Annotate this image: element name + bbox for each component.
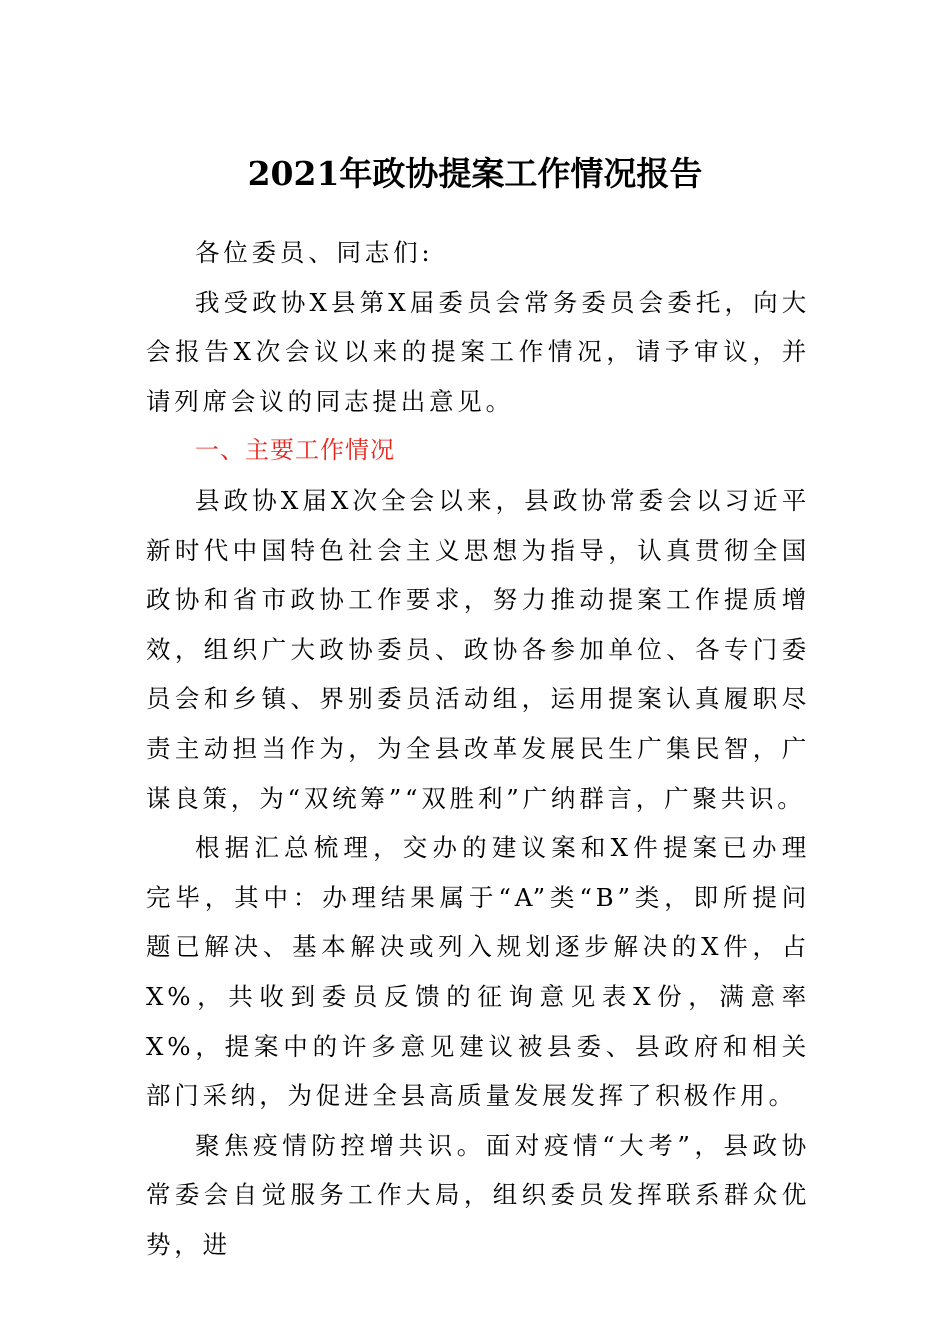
section-heading: 一、主要工作情况 (195, 436, 395, 465)
section-paragraph-1: 县政协X届X次全会以来，县政协常委会以习近平新时代中国特色社会主义思想为指导，认真贯彻全国政协和省市政协工作要求，努力推动提案工作提质增效，组织广大政协委员、政协各参加单位、各专门委员会和乡镇、界别委员活动组，运用提案认真履职尽责主动担当作为，为全县改革发展民生广集民智，广谋良策，为“双统筹”“双胜利”广纳群言，广聚共识。 (146, 485, 810, 813)
intro-paragraph: 我受政协X县第X届委员会常务委员会委托，向大会报告X次会议以来的提案工作情况，请予审议，并请列席会议的同志提出意见。 (146, 287, 810, 416)
salutation: 各位委员、同志们: (195, 238, 434, 267)
document-title: 2021年政协提案工作情况报告 (247, 154, 703, 193)
section-paragraph-3: 聚焦疫情防控增共识。面对疫情“大考”，县政协常委会自觉服务工作大局，组织委员发挥联系群众优势，进 (146, 1130, 810, 1259)
document-body (146, 228, 810, 1269)
section-paragraph-2: 根据汇总梳理，交办的建议案和X件提案已办理完毕，其中：办理结果属于“A”类“B”类，即所提问题已解决、基本解决或列入规划逐步解决的X件，占X%，共收到委员反馈的征询意见表X份，满意率X%，提案中的许多意见建议被县委、县政府和相关部门采纳，为促进全县高质量发展发挥了积极作用。 (146, 833, 810, 1111)
